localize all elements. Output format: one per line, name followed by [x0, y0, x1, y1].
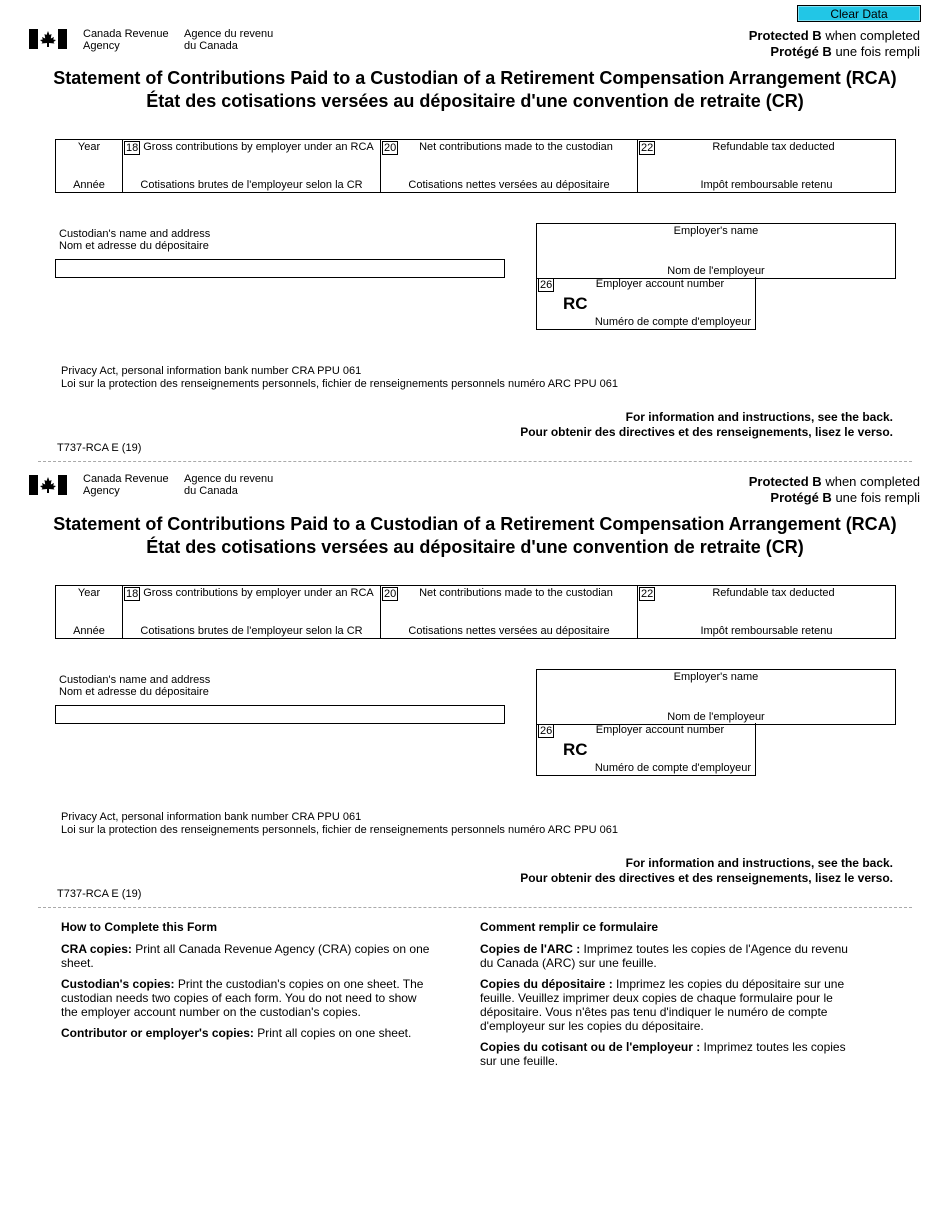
agency-name-en: Canada Revenue Agency [83, 28, 169, 52]
instruction-item: Copies du dépositaire : Imprimez les copies du dépositaire sur une feuille. Veuillez imprimer deux copies de chaque formulaire pour le dépositaire. Vous n'êtes pas tenu d'indiquer le numéro de compte d'employeur sur les copies du dépositaire. [480, 977, 845, 1033]
year-field[interactable]: Year Année [56, 140, 123, 193]
custodian-name-input[interactable] [55, 259, 505, 278]
box-number-26: 26 [540, 279, 553, 291]
box-20-field[interactable]: 20 Net contributions made to the custodian Cotisations nettes versées au dépositaire [381, 586, 638, 639]
box-18-field[interactable]: 18 Gross contributions by employer under an RCA Cotisations brutes de l'employeur selon la CR [123, 586, 381, 639]
instruction-item: Copies du cotisant ou de l'employeur : Imprimez toutes les copies sur une feuille. [480, 1040, 846, 1068]
employer-account-field[interactable]: 26 Employer account number RC Numéro de compte d'employeur [536, 277, 756, 330]
form-title: Statement of Contributions Paid to a Custodian of a Retirement Compensation Arrangement (RCA) État des cotisations versées au dépositaire d'une convention de retraite (CR) [53, 514, 897, 557]
year-field[interactable]: Year Année [56, 586, 123, 639]
employer-name-field[interactable]: Employer's name Nom de l'employeur [536, 669, 896, 725]
instruction-item: CRA copies: Print all Canada Revenue Agency (CRA) copies on one sheet. [61, 942, 430, 970]
box-number-20: 20 [384, 142, 397, 154]
box-number-26: 26 [540, 725, 553, 737]
box-number-18: 18 [126, 142, 139, 154]
privacy-notice: Privacy Act, personal information bank number CRA PPU 061 Loi sur la protection des renseignements personnels, fichier de renseignements personnels numéro ARC PPU 061 [61, 811, 619, 836]
box-22-field[interactable]: 22 Refundable tax deducted Impôt remboursable retenu [638, 140, 896, 193]
form-number: T737-RCA E (19) [57, 888, 142, 900]
form-title: Statement of Contributions Paid to a Custodian of a Retirement Compensation Arrangement (RCA) État des cotisations versées au dépositaire d'une convention de retraite (CR) [53, 68, 897, 111]
protected-b-label: Protected B when completed Protégé B une fois rempli [748, 28, 920, 59]
instruction-item: Contributor or employer's copies: Print all copies on one sheet. [61, 1026, 412, 1040]
custodian-name-input[interactable] [55, 705, 505, 724]
rc-prefix: RC [563, 294, 588, 313]
agency-name-fr: Agence du revenu du Canada [184, 28, 274, 52]
instructions-fr [480, 920, 850, 1075]
box-number-22: 22 [641, 142, 654, 154]
clear-data-button[interactable]: Clear Data [797, 5, 921, 22]
info-instructions: For information and instructions, see the back. Pour obtenir des directives et des renseignements, lisez le verso. [520, 856, 893, 885]
cut-line [38, 461, 912, 462]
cut-line [38, 907, 912, 908]
rc-prefix: RC [563, 740, 588, 759]
box-number-20: 20 [384, 588, 397, 600]
instructions-en [61, 920, 431, 1047]
employer-account-field[interactable]: 26 Employer account number RC Numéro de compte d'employeur [536, 723, 756, 776]
box-18-field[interactable]: 18 Gross contributions by employer under an RCA Cotisations brutes de l'employeur selon la CR [123, 140, 381, 193]
agency-name-en: Canada Revenue Agency [83, 473, 169, 497]
box-22-field[interactable]: 22 Refundable tax deducted Impôt remboursable retenu [638, 586, 896, 639]
privacy-notice: Privacy Act, personal information bank number CRA PPU 061 Loi sur la protection des renseignements personnels, fichier de renseignements personnels numéro ARC PPU 061 [61, 365, 619, 390]
instruction-item: Copies de l'ARC : Imprimez toutes les copies de l'Agence du revenu du Canada (ARC) sur une feuille. [480, 942, 848, 970]
instruction-item: Custodian's copies: Print the custodian's copies on one sheet. The custodian needs two copies of each form. You do not need to show the employer account number on the custodian's copies. [61, 977, 424, 1019]
box-number-18: 18 [126, 588, 139, 600]
protected-b-label: Protected B when completed Protégé B une fois rempli [748, 474, 920, 505]
amounts-table [55, 139, 896, 193]
agency-name-fr: Agence du revenu du Canada [184, 473, 274, 497]
instructions-heading: Comment remplir ce formulaire [480, 920, 659, 934]
custodian-label: Custodian's name and address Nom et adresse du dépositaire [59, 228, 211, 252]
employer-name-field[interactable]: Employer's name Nom de l'employeur [536, 223, 896, 279]
canada-flag-icon [29, 29, 67, 49]
instructions-heading: How to Complete this Form [61, 920, 217, 934]
amounts-table [55, 585, 896, 639]
custodian-label: Custodian's name and address Nom et adresse du dépositaire [59, 674, 211, 698]
box-20-field[interactable]: 20 Net contributions made to the custodian Cotisations nettes versées au dépositaire [381, 140, 638, 193]
box-number-22: 22 [641, 588, 654, 600]
canada-flag-icon [29, 475, 67, 495]
info-instructions: For information and instructions, see the back. Pour obtenir des directives et des renseignements, lisez le verso. [520, 410, 893, 439]
form-number: T737-RCA E (19) [57, 442, 142, 454]
